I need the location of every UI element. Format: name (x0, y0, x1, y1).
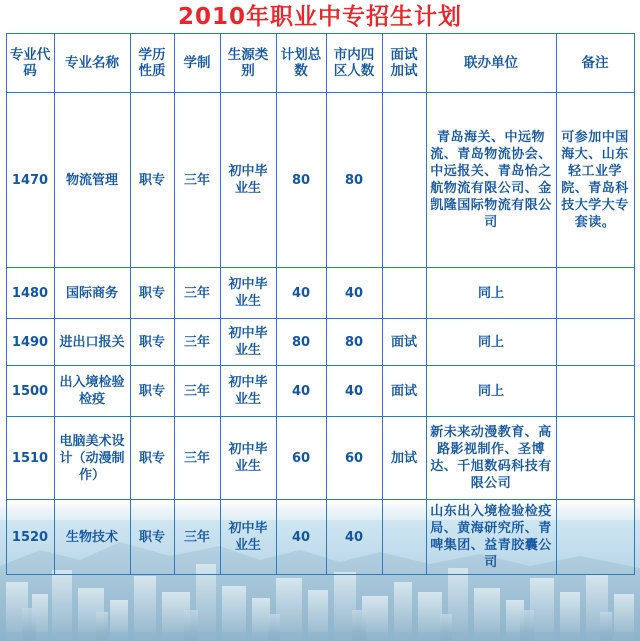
cell-interview-test: 面试 (382, 366, 426, 417)
cell-duration: 三年 (174, 319, 220, 366)
column-header-education-level: 学历性质 (130, 34, 174, 93)
column-header-major-name: 专业名称 (54, 34, 130, 93)
cell-code: 1520 (6, 500, 54, 575)
cell-city-district-quota: 60 (326, 417, 382, 500)
cell-code: 1510 (6, 417, 54, 500)
cell-interview-test (382, 268, 426, 319)
cell-student-source: 初中毕业生 (220, 319, 276, 366)
cell-major-name: 进出口报关 (54, 319, 130, 366)
cell-partner-unit: 新未来动漫教育、高路影视制作、圣博达、千旭数码科技有限公司 (426, 417, 556, 500)
cell-education-level: 职专 (130, 93, 174, 268)
table-row (6, 319, 634, 366)
column-header-code: 专业代码 (6, 34, 54, 93)
cell-code: 1480 (6, 268, 54, 319)
cell-education-level: 职专 (130, 500, 174, 575)
cell-remark (556, 268, 634, 319)
table-row (6, 500, 634, 575)
table-header-row (6, 34, 634, 93)
cell-major-name: 电脑美术设计（动漫制作） (54, 417, 130, 500)
cell-duration: 三年 (174, 417, 220, 500)
cell-city-district-quota: 80 (326, 319, 382, 366)
cell-city-district-quota: 80 (326, 93, 382, 268)
cell-interview-test (382, 500, 426, 575)
cell-remark (556, 417, 634, 500)
admission-plan-table (6, 33, 635, 575)
cell-total-plan: 60 (276, 417, 326, 500)
cell-education-level: 职专 (130, 268, 174, 319)
cell-major-name: 物流管理 (54, 93, 130, 268)
cell-partner-unit: 青岛海关、中远物流、青岛物流协会、中远报关、青岛怡之航物流有限公司、金凯隆国际物流有限公司 (426, 93, 556, 268)
cell-total-plan: 40 (276, 366, 326, 417)
cell-total-plan: 40 (276, 268, 326, 319)
cell-student-source: 初中毕业生 (220, 417, 276, 500)
cell-partner-unit: 山东出入境检验检疫局、黄海研究所、青啤集团、益青胶囊公司 (426, 500, 556, 575)
cell-city-district-quota: 40 (326, 366, 382, 417)
cell-major-name: 国际商务 (54, 268, 130, 319)
cell-student-source: 初中毕业生 (220, 500, 276, 575)
cell-major-name: 生物技术 (54, 500, 130, 575)
cell-student-source: 初中毕业生 (220, 268, 276, 319)
cell-remark (556, 500, 634, 575)
cell-city-district-quota: 40 (326, 268, 382, 319)
cell-partner-unit: 同上 (426, 268, 556, 319)
cell-remark (556, 366, 634, 417)
column-header-city-district-quota: 市内四区人数 (326, 34, 382, 93)
cell-duration: 三年 (174, 268, 220, 319)
table-row (6, 93, 634, 268)
cell-code: 1470 (6, 93, 54, 268)
cell-duration: 三年 (174, 93, 220, 268)
cell-total-plan: 40 (276, 500, 326, 575)
cell-code: 1500 (6, 366, 54, 417)
cell-education-level: 职专 (130, 366, 174, 417)
cell-education-level: 职专 (130, 319, 174, 366)
cell-interview-test: 加试 (382, 417, 426, 500)
cell-partner-unit: 同上 (426, 366, 556, 417)
table-row (6, 417, 634, 500)
cell-city-district-quota: 40 (326, 500, 382, 575)
page-title: 2010年职业中专招生计划 (177, 4, 462, 30)
cell-remark (556, 319, 634, 366)
column-header-total-plan: 计划总数 (276, 34, 326, 93)
cell-total-plan: 80 (276, 319, 326, 366)
table-row (6, 366, 634, 417)
column-header-student-source: 生源类别 (220, 34, 276, 93)
cell-code: 1490 (6, 319, 54, 366)
cell-interview-test: 面试 (382, 319, 426, 366)
cell-duration: 三年 (174, 500, 220, 575)
cell-partner-unit: 同上 (426, 319, 556, 366)
table-row (6, 268, 634, 319)
column-header-duration: 学制 (174, 34, 220, 93)
cell-total-plan: 80 (276, 93, 326, 268)
cell-duration: 三年 (174, 366, 220, 417)
cell-student-source: 初中毕业生 (220, 93, 276, 268)
column-header-partner-unit: 联办单位 (426, 34, 556, 93)
column-header-remark: 备注 (556, 34, 634, 93)
column-header-interview-test: 面试加试 (382, 34, 426, 93)
cell-student-source: 初中毕业生 (220, 366, 276, 417)
cell-interview-test (382, 93, 426, 268)
cell-remark: 可参加中国海大、山东轻工业学院、青岛科技大学大专套读。 (556, 93, 634, 268)
cell-education-level: 职专 (130, 417, 174, 500)
cell-major-name: 出入境检验检疫 (54, 366, 130, 417)
